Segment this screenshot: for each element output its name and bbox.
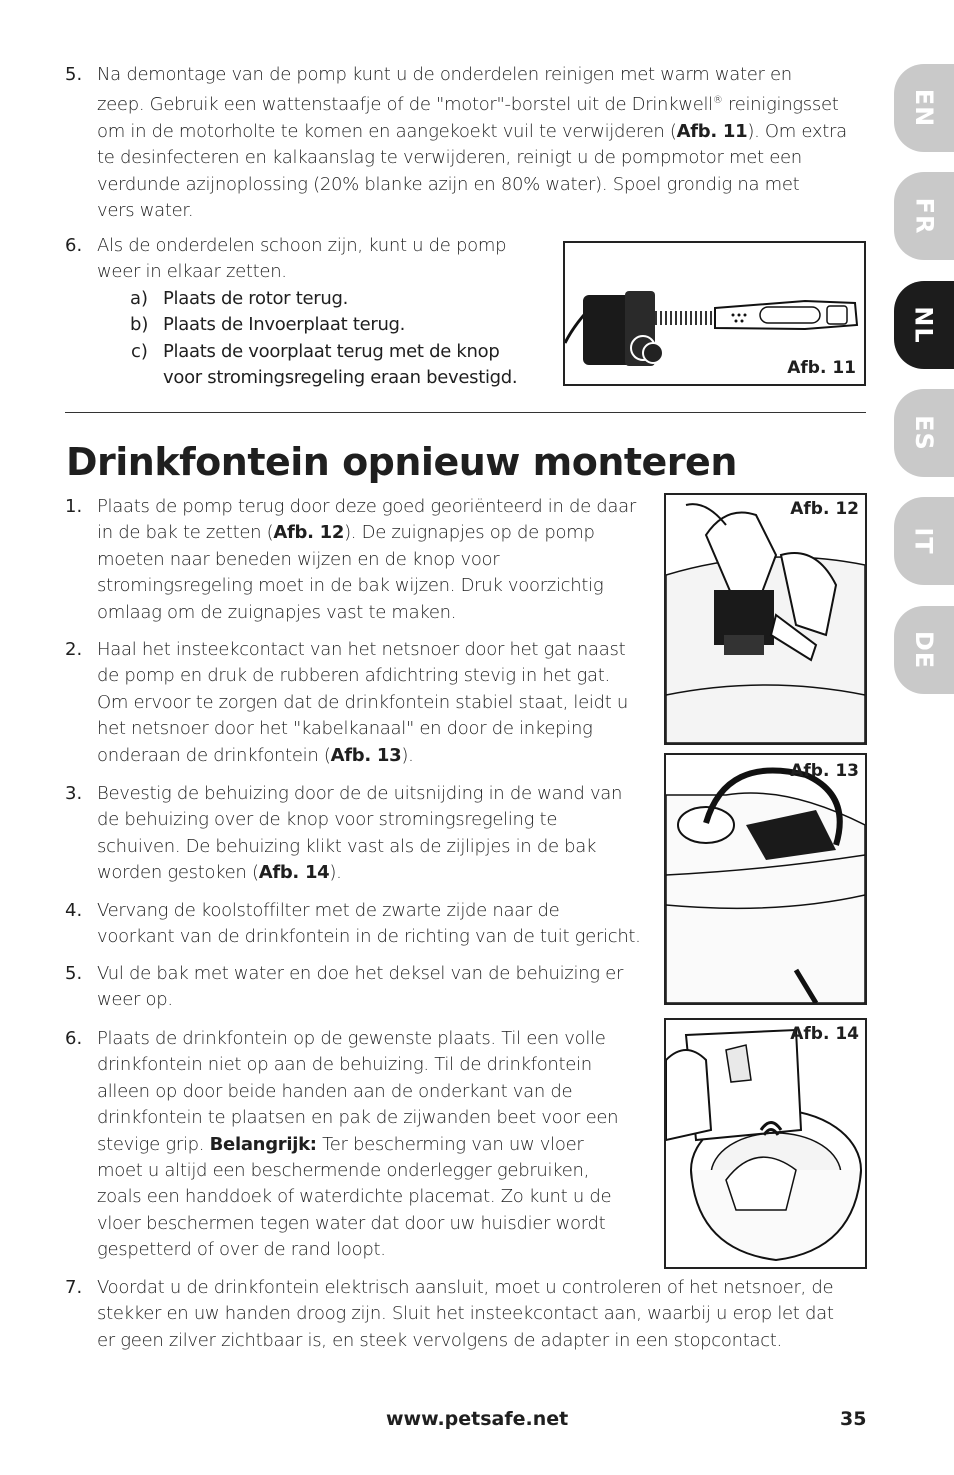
step-4-text [97,898,657,951]
tab-es[interactable] [894,389,954,477]
sub-label-a: a) [130,288,149,309]
registered-mark: ® [712,95,723,107]
text-line [97,520,667,546]
text-line: Haal het insteekcontact van het netsnoer door het gat naast [97,639,626,660]
text-span: ). Om extra [747,120,847,142]
page-number: 35 [840,1408,867,1430]
step-number: 2. [65,639,83,660]
figure-ref: Afb. 13 [330,744,402,766]
figure-ref: Afb. 12 [273,522,345,544]
cord-routing-illustration [666,755,865,1003]
housing-attach-illustration [666,1020,865,1267]
text-line [97,88,877,118]
text-line: gespetterd of over de rand loopt. [97,1239,386,1261]
text-line: Plaats de drinkfontein op de gewenste plaats. Til een volle [97,1028,606,1049]
text-span: worden gestoken ( [97,862,259,884]
text-line: stekker en uw handen droog zijn. Sluit het insteekcontact aan, waarbij u erop let dat [97,1303,834,1325]
step-number: 5. [65,963,83,984]
text-span: zeep. Gebruik een wattenstaafje of de "motor"-borstel uit de Drinkwell [97,94,713,116]
step-7-text [97,1275,877,1354]
step-number: 6. [65,235,83,256]
text-span: reinigingsset [722,94,839,116]
text-span: stevige grip. [97,1133,210,1155]
sub-text-c [163,339,517,392]
section-divider [65,412,866,413]
text-line: Vervang de koolstoffilter met de zwarte zijde naar de [97,900,560,921]
figure-label: Afb. 13 [790,761,859,781]
sub-label-c: c) [131,341,148,362]
figure-12 [664,493,867,745]
step-6-text [97,1026,657,1264]
text-line: vloer beschermen tegen water dat door uw huisdier wordt [97,1212,606,1234]
text-line [97,119,877,145]
step-1-text [97,494,667,626]
text-line: voorkant van de drinkfontein in de richting van de tuit gericht. [97,926,641,948]
tab-label: IT [910,527,938,555]
text-line: moet u altijd een beschermende onderlegger gebruiken, [97,1160,590,1182]
text-line: de behuizing over de knop voor stromingsregeling te [97,809,558,831]
text-line: Voordat u de drinkfontein elektrisch aansluit, moet u controleren of het netsnoer, de [97,1277,834,1298]
tab-fr[interactable] [894,172,954,260]
sub-text-a: Plaats de rotor terug. [163,288,348,309]
text-line: vers water. [97,200,194,222]
text-line: verdunde azijnoplossing (20% blanke azijn en 80% water). Spoel grondig na met [97,173,800,195]
text-line: het netsnoer door het "kabelkanaal" en door de inkeping [97,718,593,740]
tab-label: NL [909,306,938,344]
text-span: in de bak te zetten ( [97,522,274,544]
step-number: 5. [65,64,83,85]
step-2-text [97,637,657,769]
text-line: zoals een handdoek of waterdichte placemat. Zo kunt u de [97,1186,612,1208]
figure-11 [563,241,866,386]
text-line: Na demontage van de pomp kunt u de onderdelen reinigen met warm water en [97,64,792,85]
text-span: ). [401,744,414,766]
step-5-text [97,961,657,1014]
text-line: Vul de bak met water en doe het deksel van de behuizing er [97,963,624,984]
tab-de[interactable] [894,606,954,694]
text-span: ). De zuignapjes op de pomp [344,522,595,544]
figure-13 [664,753,867,1005]
figure-ref: Afb. 14 [258,862,330,884]
important-label: Belangrijk: [209,1133,317,1155]
step-number: 1. [65,496,83,517]
text-span: Ter bescherming van uw vloer [316,1133,584,1155]
tab-en[interactable] [894,64,954,152]
text-span: om in de motorholte te komen en aangekoekt vuil te verwijderen ( [97,120,677,142]
sub-text-b: Plaats de Invoerplaat terug. [163,314,406,335]
text-line: Plaats de pomp terug door deze goed georiënteerd in de daar [97,496,636,517]
tab-label: DE [909,630,938,670]
text-line: Bevestig de behuizing door de de uitsnijding in de wand van [97,783,623,804]
text-line: te desinfecteren en kalkaanslag te verwijderen, reinigt u de pompmotor met een [97,147,802,169]
text-line: Als de onderdelen schoon zijn, kunt u de pomp [97,235,507,256]
text-line: voor stromingsregeling eraan bevestigd. [163,367,518,389]
text-span: ). [329,862,342,884]
pump-placement-illustration [666,495,865,743]
section-heading: Drinkfontein opnieuw monteren [66,440,737,484]
text-line: schuiven. De behuizing klikt vast als de zijlipjes in de bak [97,835,597,857]
text-line: omlaag om de zuignapjes vast te maken. [97,601,457,623]
text-line: Plaats de voorplaat terug met de knop [163,341,500,362]
top-step-5-text [97,62,877,224]
top-step-6-text [97,233,557,286]
text-line: stromingsregeling moet in de bak wijzen. Druk voorzichtig [97,575,604,597]
text-line [97,1132,657,1158]
text-line: drinkfontein niet op aan de behuizing. Til de drinkfontein [97,1054,592,1076]
text-line: weer in elkaar zetten. [97,261,287,283]
text-line: de pomp en druk de rubberen afdichtring stevig in het gat. [97,665,610,687]
tab-nl[interactable] [894,281,954,369]
tab-it[interactable] [894,497,954,585]
tab-label: ES [910,415,938,451]
text-line: moeten naar beneden wijzen en de knop voor [97,548,500,570]
text-line [97,743,657,769]
step-number: 7. [65,1277,83,1298]
figure-ref: Afb. 11 [676,120,748,142]
figure-label: Afb. 14 [790,1024,859,1044]
text-line: er geen zilver zichtbaar is, en steek vervolgens de adapter in een stopcontact. [97,1329,782,1351]
figure-14 [664,1018,867,1269]
step-number: 6. [65,1028,83,1049]
text-span: onderaan de drinkfontein ( [97,744,331,766]
text-line: drinkfontein te plaatsen en pak de zijwanden beet voor een [97,1107,619,1129]
figure-label: Afb. 12 [790,499,859,519]
text-line: weer op. [97,989,173,1011]
footer-url[interactable]: www.petsafe.net [386,1408,569,1430]
text-line [97,860,657,886]
figure-label: Afb. 11 [787,358,856,378]
step-3-text [97,781,657,887]
step-number: 4. [65,900,83,921]
tab-label: EN [909,88,938,128]
tab-label: FR [910,197,938,235]
step-number: 3. [65,783,83,804]
text-line: alleen op door beide handen aan de onderkant van de [97,1080,573,1102]
sub-label-b: b) [130,314,149,335]
text-line: Om ervoor te zorgen dat de drinkfontein stabiel staat, leidt u [97,691,629,713]
